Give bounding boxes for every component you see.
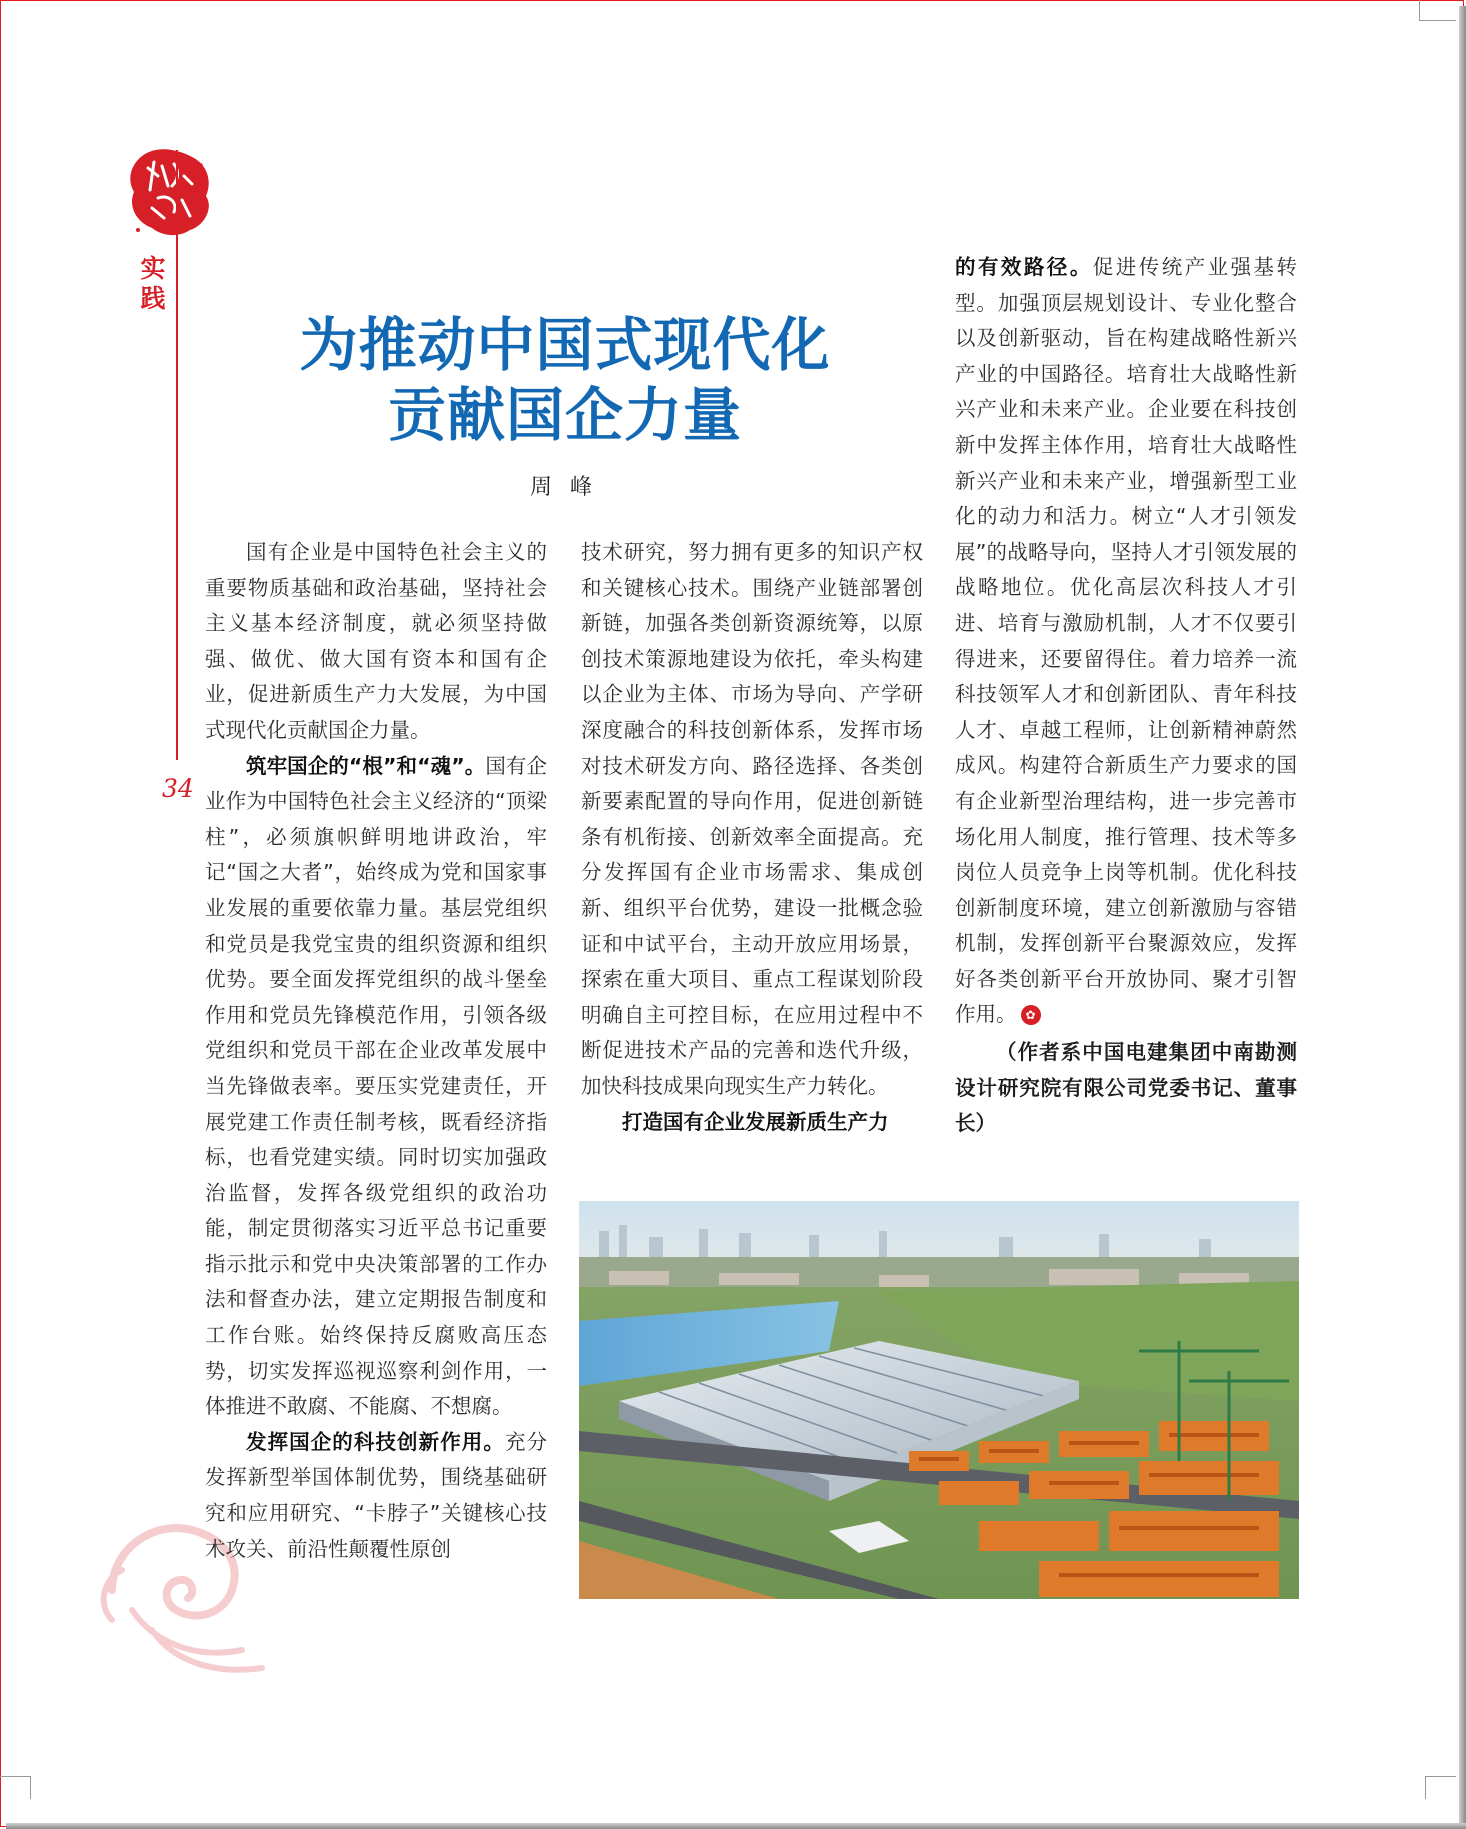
crop-mark-top-right [1419, 0, 1456, 21]
paragraph-body: 国有企业作为中国特色社会主义经济的“顶梁柱”，必须旗帜鲜明地讲政治，牢记“国之大者”，始终成为党和国家事业发展的重要依靠力量。基层党组织和党员是我党宝贵的组织资源和组织优势。要全面发挥党组织的战斗堡垒作用和党员先锋模范作用，引领各级党组织和党员干部在企业改革发展中当先锋做表率。要压实党建责任，开展党建工作责任制考核，既看经济指标，也看党建实绩。同时切实加强政治监督，发挥各级党组织的政治功能，制定贯彻落实习近平总书记重要指示批示和党中央决策部署的工作办法和督查办法，建立定期报告制度和工作台账。始终保持反腐败高压态势，切实发挥巡视巡察利剑作用，一体推进不敢腐、不能腐、不想腐。 [205, 753, 547, 1419]
crop-mark-bottom-left [0, 1776, 31, 1799]
paragraph-body: 充分发挥新型举国体制优势，围绕基础研究和应用研究、“卡脖子”关键核心技术攻关、前沿性颠覆性原创 [205, 1429, 548, 1561]
paragraph: 技术研究，努力拥有更多的知识产权和关键核心技术。围绕产业链部署创新链，加强各类创新资源统筹，以原创技术策源地建设为依托，牵头构建以企业为主体、市场为导向、产学研深度融合的科技创新体系，发挥市场对技术研发方向、路径选择、各类创新要素配置的导向作用，促进创新链条有机衔接、创新效率全面提高。充分发挥国有企业市场需求、集成创新、组织平台优势，建设一批概念验证和中试平台，主动开放应用场景，探索在重大项目、重点工程谋划阶段明确自主可控目标，在应用过程中不断促进技术产品的完善和迭代升级，加快科技成果向现实生产力转化。 [581, 540, 923, 1098]
text-column-1 [205, 535, 547, 1567]
article-title-line-1: 为推动中国式现代化 [299, 311, 831, 379]
paragraph [205, 749, 547, 1425]
article-title-line-2: 贡献国企力量 [387, 381, 742, 449]
text-column-3 [955, 250, 1297, 1142]
author-byline: （作者系中国电建集团中南勘测设计研究院有限公司党委书记、董事长） [955, 1040, 1297, 1136]
page-shadow-bottom [6, 1823, 1466, 1829]
paragraph [205, 1425, 547, 1567]
crop-mark-bottom-right [1425, 1776, 1456, 1799]
aerial-factory-photo [579, 1201, 1299, 1599]
vertical-red-rule [176, 150, 178, 760]
paragraph-heading: 筑牢国企的“根”和“魂”。 [246, 753, 486, 778]
article-title [260, 310, 870, 450]
paragraph [955, 250, 1297, 1033]
paragraph: 国有企业是中国特色社会主义的重要物质基础和政治基础，坚持社会主义基本经济制度，就必须坚持做强、做优、做大国有资本和国有企业，促进新质生产力大发展，为中国式现代化贡献国企力量。 [205, 540, 547, 742]
text-column-2 [581, 535, 923, 1140]
article-author: 周峰 [529, 475, 610, 500]
paragraph-heading: 的有效路径。 [955, 255, 1093, 279]
paragraph-heading: 发挥国企的科技创新作用。 [246, 1429, 505, 1454]
paragraph-heading: 打造国有企业发展新质生产力 [622, 1109, 889, 1134]
red-calligraphy-seal-icon [128, 146, 214, 240]
paragraph-body: 促进传统产业强基转型。加强顶层规划设计、专业化整合以及创新驱动，旨在构建战略性新兴产业的中国路径。培育壮大战略性新兴产业和未来产业。企业要在科技创新中发挥主体作用，培育壮大战略性新兴产业和未来产业，增强新型工业化的动力和活力。树立“人才引领发展”的战略导向，坚持人才引领发展的战略地位。优化高层次科技人才引进、培育与激励机制，人才不仅要引得进来，还要留得住。着力培养一流科技领军人才和创新团队、青年科技人才、卓越工程师，让创新精神蔚然成风。构建符合新质生产力要求的国有企业新型治理结构，进一步完善市场化用人制度，推行管理、技术等多岗位人员竞争上岗等机制。优化科技创新制度环境，建立创新激励与容错机制，发挥创新平台聚源效应，发挥好各类创新平台开放协同、聚才引智作用。 [955, 255, 1298, 1027]
page-shadow-right [1459, 6, 1466, 1829]
section-tag: 实践 [140, 254, 166, 313]
end-mark-icon: ✿ [1021, 1005, 1041, 1025]
page-number: 34 [162, 774, 194, 803]
